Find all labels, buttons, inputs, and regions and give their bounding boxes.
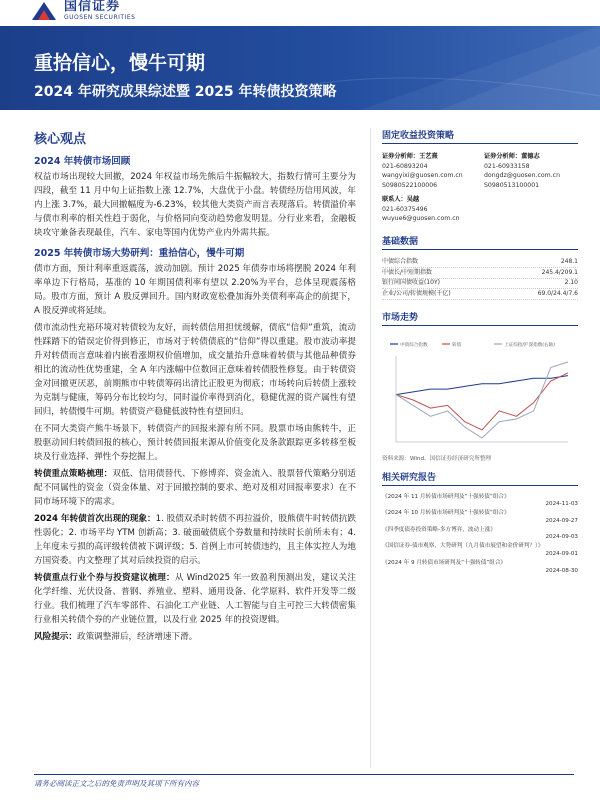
- data-label: 中债综合指数: [382, 258, 419, 265]
- data-row: [382, 258, 578, 269]
- paragraph-outlook-liquidity: 债市流动性充裕环境对转债较为友好，而转债信用担忧缓解，债底“信仰”重筑，流动性踩踏下的错误定价得到修正，市场对于转债债底的“信仰”得以重建。股市波动率提升对转债而言意味着内嵌看涨期权价值增加，成交量抬升意味着转债与其他品种债券相比的流动性优势重建，全 A 年内涨幅中位数回正意味着转债股性修复。由于转债资金对回撤更厌恶，前期熊市中转债筹码出清比正股更为彻底；市场转向后转债上涨较为克制与健康，筹码分布比较均匀，同时溢价率得到消化，稳健优渥的资产属性有望回归，转债慢牛可期。转债资产稳健低波特性有望回归。: [34, 323, 356, 417]
- contact-email[interactable]: wuyue6@guosen.com.cn: [382, 215, 460, 222]
- strategy-category-title: 固定收益投资策略: [382, 128, 578, 144]
- related-report-title: 《2024 年 11 月转债市场研判及“十强转债”组合》: [382, 493, 510, 500]
- industry-text: 从 Wind2025 年一致盈利预测出发，建议关注化学纤维、光伏设备、普钢、养殖业、塑料、通用设备、化学原料、软件开发等二级行业。我们梳理了汽车零部件、石油化工产业链、人工智能与自主可控三大转债密集行业相关转债个券的产业链位置，以及行业 2025 年的投资逻辑。: [34, 573, 356, 625]
- data-value: 248.1: [560, 258, 578, 265]
- contact-phone: 021-60375496: [382, 205, 428, 213]
- data-row: [382, 279, 578, 290]
- footer-divider: [34, 774, 574, 775]
- contact-block: [382, 195, 578, 224]
- analyst-1-cert: S0980522100006: [382, 181, 438, 189]
- related-reports-title: 相关研究报告: [382, 470, 578, 486]
- industry-lead: 转债重点行业个券与投资建议梳理：: [34, 573, 175, 583]
- related-report-item[interactable]: [382, 543, 578, 559]
- related-report-title: 《国信证券-债市观察，大势研判（九月债市展望和金价研判？）》: [382, 543, 544, 550]
- column-divider: [370, 128, 371, 768]
- paragraph-2024-review: 权益市场出现较大回撤，2024 年权益市场先熊后牛振幅较大，指数行情可主要分为四段，截至 11 月中旬上证指数上涨 12.7%，大盘优于小盘。转债经历信用风波，年内上涨 3.7%，最大回撤幅度为-6.23%，较其他大类资产而言表现落后。转债溢价率与债市利率的相关性趋于弱化，与价格同向变动趋势愈发明显。分行业来看，金融板块攻守兼备表现最佳，汽车、家电等国内优势产业内外需共振。: [34, 172, 356, 238]
- logo-mark-icon: [30, 0, 58, 22]
- data-label: 银行间国债收益(10Y): [382, 279, 440, 286]
- phenomena-lead: 2024 年转债首次出现的现象：: [34, 514, 156, 524]
- chart-source-note: 资料来源：Wind、国信证券经济研究所整理: [382, 455, 492, 462]
- title-banner: [0, 26, 600, 110]
- strategy-text: 双低、信用债替代、下修博弈、资金流入、股票替代策略分别适配不同属性的资金（资金体量、对于回撤控制的要求、绝对及相对回报率要求）在不同市场环境下的需求。: [34, 469, 356, 507]
- risk-lead: 风险提示：: [34, 632, 77, 642]
- paragraph-outlook-rates: 债市方面，预计利率重返震荡，波动加剧。预计 2025 年债券市场将摆脱 2024 年利率单边下行格局，基准的 10 年期国债利率有望以 2.20%为平台，总体呈现震荡格局。股市方面，预计 A 股反弹回升。国内财政宽松叠加海外美债利率高企的前提下，A 股反弹或将延续。: [34, 264, 356, 316]
- market-trend-svg: [382, 334, 578, 452]
- related-report-date: 2024-09-03: [545, 534, 578, 541]
- related-report-date: 2024-09-27: [545, 517, 578, 524]
- related-report-date: 2024-09-01: [545, 551, 578, 558]
- paragraph-strategy: [34, 467, 356, 509]
- sidebar-column: [382, 128, 578, 576]
- paragraph-industry: [34, 571, 356, 627]
- legend-label: 中债综合指数: [400, 342, 428, 348]
- data-row: [382, 289, 578, 300]
- analyst-2-name: 证券分析师：董德志: [484, 153, 540, 160]
- strategy-lead: 转债重点策略梳理：: [34, 469, 113, 479]
- related-reports-list: [382, 494, 578, 576]
- report-title: 重拾信心，慢牛可期: [34, 52, 206, 74]
- analyst-2-phone: 021-60933158: [484, 162, 530, 170]
- basic-data-table: [382, 258, 578, 300]
- related-report-title: 《2024 年 10 月转债市场研判及“十强转债”组合》: [382, 510, 510, 517]
- analyst-1-phone: 021-60893204: [382, 162, 428, 170]
- subhead-2025-outlook: 2025 年转债市场大势研判：重拾信心，慢牛可期: [34, 248, 245, 259]
- data-row: [382, 268, 578, 279]
- chart-legend: [390, 341, 555, 348]
- market-trend-title: 市场走势: [382, 310, 578, 326]
- analyst-block: [382, 152, 578, 190]
- related-report-item[interactable]: [382, 494, 578, 510]
- core-viewpoints-column: [34, 128, 356, 647]
- paragraph-phenomena: [34, 512, 356, 568]
- chart-series-group: [396, 362, 568, 438]
- related-report-item[interactable]: [382, 510, 578, 526]
- subhead-2024-review: 2024 年转债市场回顾: [34, 156, 131, 167]
- banner-decoration: [300, 26, 600, 110]
- legend-label: 上证综指/沪深指数(右轴): [504, 342, 556, 348]
- related-report-item[interactable]: [382, 560, 578, 576]
- related-report-date: 2024-08-30: [545, 567, 578, 574]
- series-line-1: [396, 372, 568, 429]
- data-label: 企业/公司/转债规模(千亿): [382, 289, 451, 297]
- market-trend-chart: [382, 334, 578, 452]
- data-value: 2.10: [564, 279, 578, 286]
- related-report-title: 《2024 年 9 月转债市场研判及“十强转债”组合》: [382, 559, 507, 566]
- disclaimer-footer: 请务必阅读正文之后的免责声明及其项下所有内容: [34, 779, 199, 788]
- logo-text-en: GUOSEN SECURITIES: [64, 14, 136, 21]
- logo-text-cn: 国信证券: [64, 0, 121, 14]
- risk-text: 政策调整滞后，经济增速下滑。: [76, 632, 198, 642]
- data-label: 中债长/中短期指数: [382, 268, 433, 276]
- contact-name: 联系人：吴越: [382, 196, 420, 203]
- analyst-1: [382, 152, 476, 190]
- report-subtitle: 2024 年研究成果综述暨 2025 年转债投资策略: [34, 84, 337, 100]
- analyst-1-email[interactable]: wangyixi@guosen.com.cn: [382, 172, 463, 179]
- data-value: 69.0/24.4/7.6: [537, 289, 578, 297]
- paragraph-return-sources: 在不同大类资产熊牛场景下，转债资产的回报来源有所不同。股票市场由熊转牛，正股驱动回归转债回报的核心，预计转债回报来源从价值变化及条款跟踪更多转移至板块及行业选择、弹性个券挖掘上。: [34, 424, 356, 462]
- data-value: 245.4/209.1: [541, 268, 578, 276]
- phenomena-text: 1. 股债双杀时转债不再拉溢价，股熊债牛时转债抗跌性弱化；2. 市场平均 YTM 创新高；3. 破面破债底个券数量和持续时长前所未有；4. 上年度未亏损的高评级转债被下调评级；5. 首例上市可转债违约，且主体实控人为地方国资委。内文整理了其对后续投资的启示。: [34, 514, 356, 566]
- legend-label: 转债: [452, 342, 462, 348]
- analyst-1-name: 证券分析师：王艺熹: [382, 153, 438, 160]
- basic-data-title: 基础数据: [382, 234, 578, 250]
- related-report-title: 《四季度债券投资策略-多方博弈，波动上涨》: [382, 526, 496, 533]
- paragraph-risk: [34, 630, 356, 644]
- analyst-2-cert: S0980513100001: [484, 181, 540, 189]
- analyst-2: [484, 152, 578, 190]
- analyst-2-email[interactable]: dongdz@guosen.com.cn: [484, 172, 560, 179]
- series-line-2: [396, 362, 568, 438]
- related-report-item[interactable]: [382, 527, 578, 543]
- related-report-date: 2024-11-03: [545, 501, 578, 508]
- core-viewpoints-title: 核心观点: [34, 132, 87, 147]
